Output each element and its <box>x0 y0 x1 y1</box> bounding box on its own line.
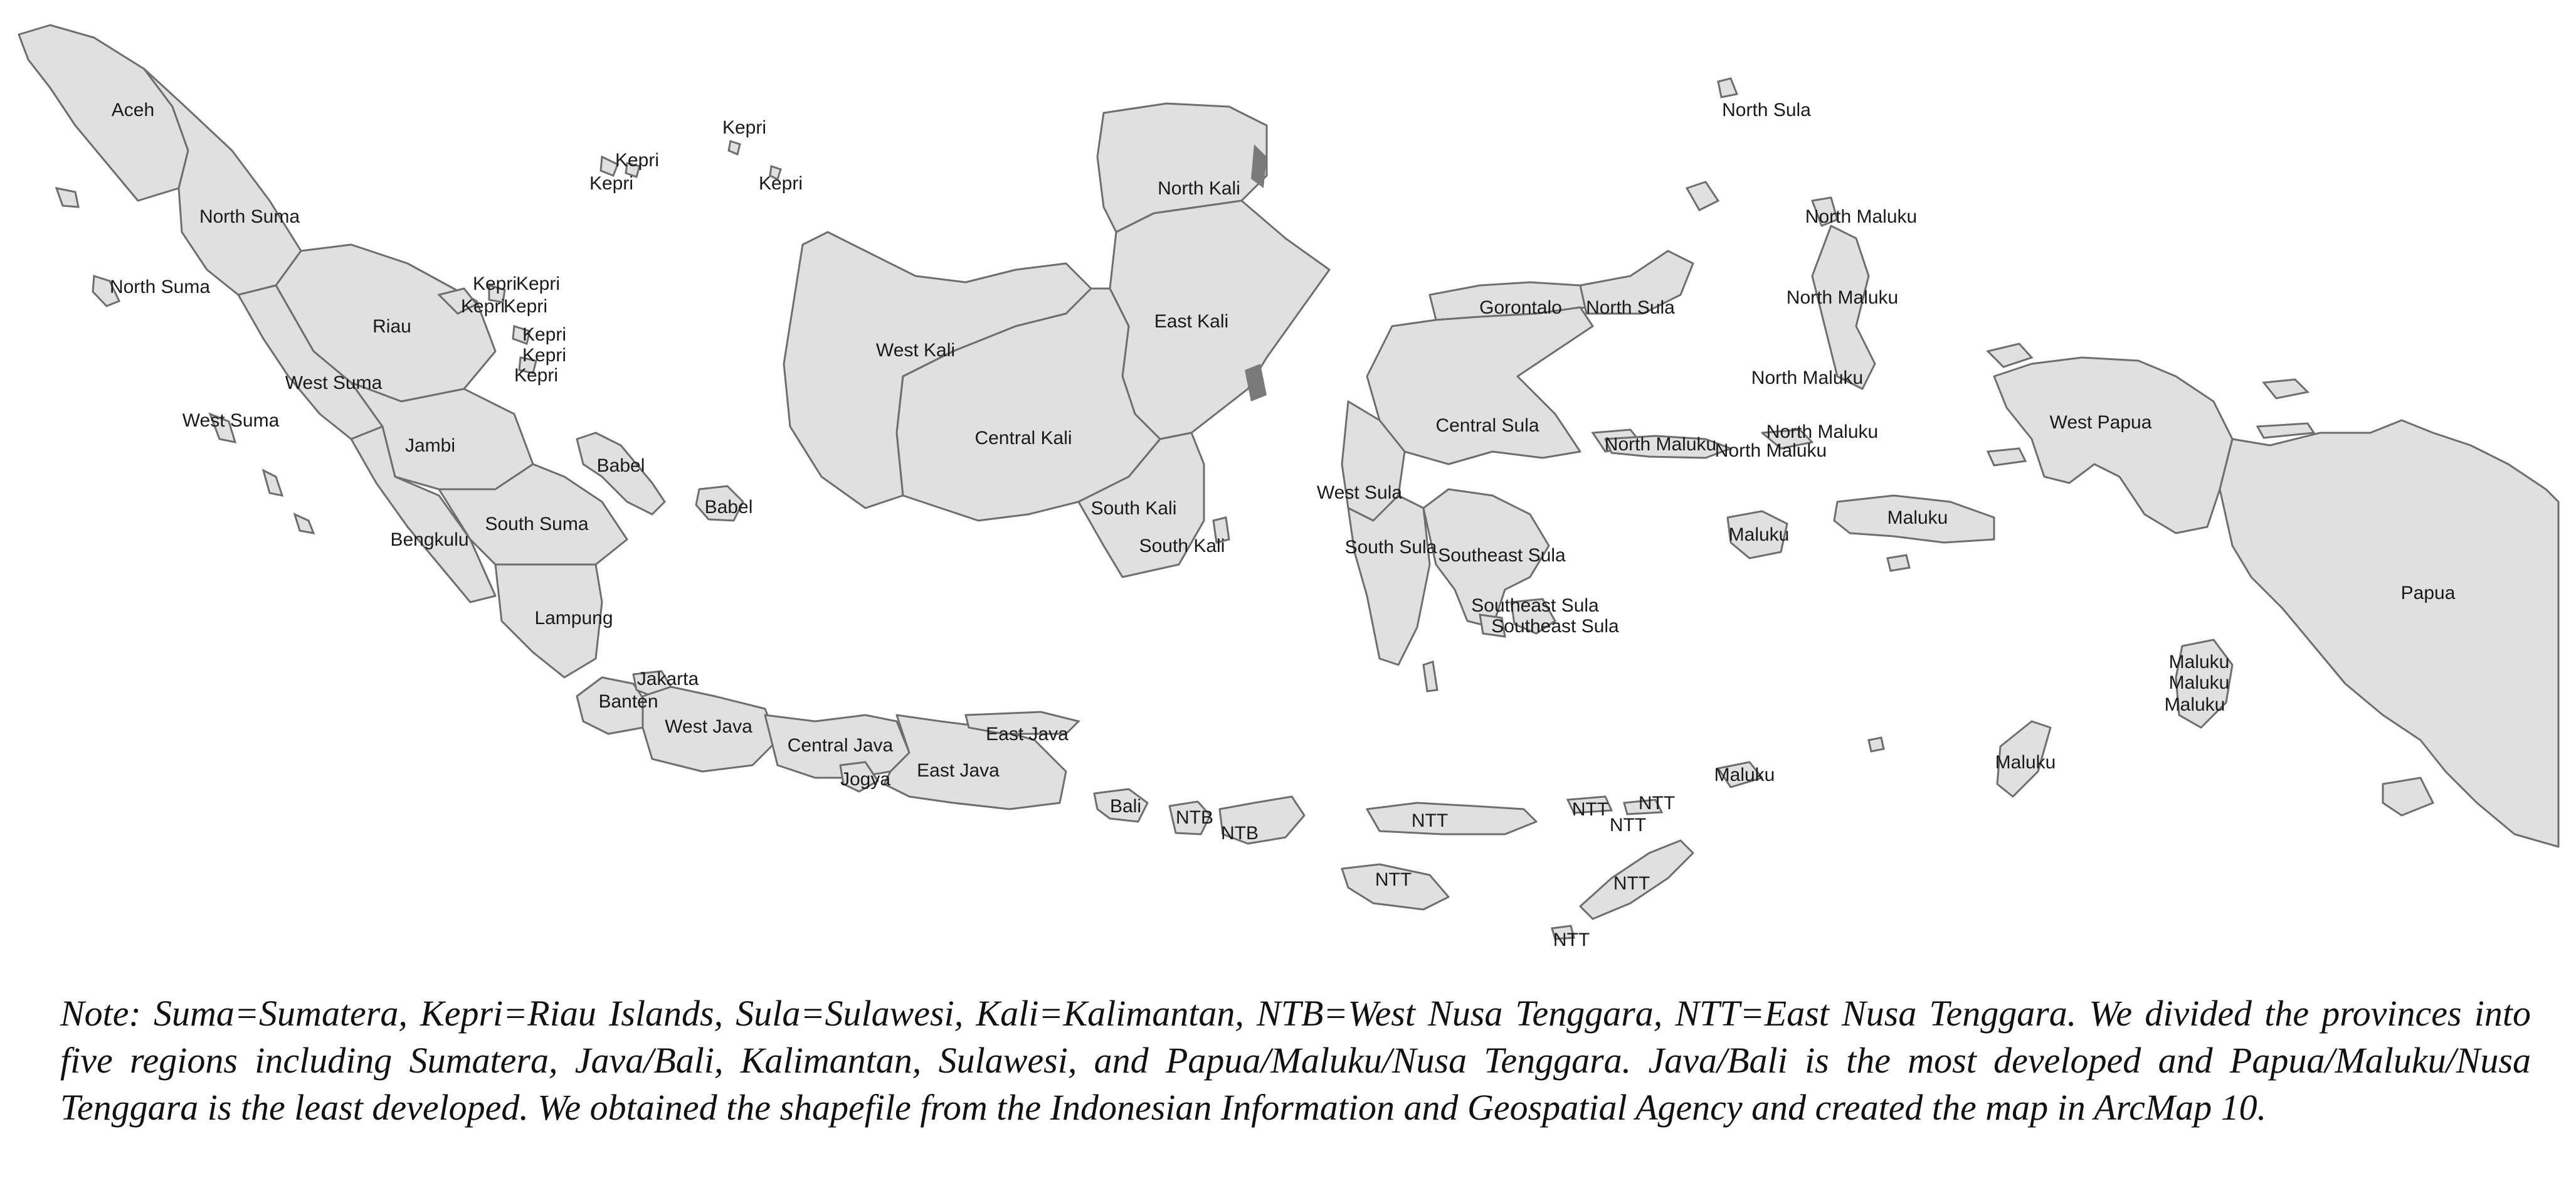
island-maluku-small-b <box>1869 738 1884 751</box>
island-mentawai-b <box>295 514 314 533</box>
label-ntt-east: NTT <box>1638 793 1676 814</box>
label-ntt-alor: NTT <box>1571 799 1609 820</box>
label-north-maluku-5: North Maluku <box>1604 434 1717 455</box>
label-north-maluku-1: North Maluku <box>1805 206 1918 227</box>
label-west-suma-mentawai: West Suma <box>182 410 280 431</box>
label-babel-belitung: Babel <box>704 497 753 517</box>
island-kepri-g <box>729 141 740 154</box>
province-west-papua <box>1994 358 2232 533</box>
label-kepri-4: Kepri <box>758 173 803 194</box>
label-maluku-buru: Maluku <box>1728 524 1790 545</box>
label-ntt-rote: NTT <box>1553 930 1590 950</box>
label-west-java: West Java <box>665 716 752 737</box>
label-ntb-sumbawa: NTB <box>1221 823 1259 844</box>
sumatera-region <box>19 25 781 677</box>
label-kepri-6: Kepri <box>515 273 561 294</box>
label-jakarta: Jakarta <box>636 669 699 689</box>
island-waigeo <box>1988 344 2032 367</box>
label-central-java: Central Java <box>787 735 894 756</box>
island-biak <box>2264 379 2308 398</box>
label-maluku-tanimbar: Maluku <box>1995 752 2056 773</box>
label-east-kali: East Kali <box>1154 311 1229 332</box>
label-maluku-seram: Maluku <box>1887 507 1948 528</box>
label-east-java-madura: East Java <box>986 724 1069 745</box>
label-north-maluku-3: North Maluku <box>1751 368 1864 388</box>
label-kepri-3: Kepri <box>589 173 634 194</box>
label-kepri-11: Kepri <box>514 365 559 386</box>
island-sangihe <box>1687 182 1718 210</box>
label-kepri-7: Kepri <box>460 296 505 317</box>
label-babel-bangka: Babel <box>596 455 645 476</box>
label-south-suma: South Suma <box>485 514 589 534</box>
label-kepri-9: Kepri <box>522 324 567 345</box>
label-south-kali-1: South Kali <box>1090 498 1177 519</box>
label-maluku-aru-2: Maluku <box>2168 672 2230 693</box>
label-north-kali: North Kali <box>1158 178 1240 199</box>
label-riau: Riau <box>372 316 411 337</box>
label-kepri-5: Kepri <box>472 273 517 294</box>
province-central-sula <box>1367 307 1593 464</box>
label-kepri-2: Kepri <box>615 150 660 171</box>
label-west-sula: West Sula <box>1316 482 1403 503</box>
label-papua: Papua <box>2400 583 2456 603</box>
label-central-kali: Central Kali <box>974 428 1072 448</box>
province-aceh <box>19 25 188 201</box>
label-south-kali-2: South Kali <box>1139 536 1225 556</box>
label-south-sula: South Sula <box>1344 537 1437 558</box>
label-gorontalo: Gorontalo <box>1479 297 1562 318</box>
island-misool <box>1988 448 2025 465</box>
label-ntt-timor: NTT <box>1613 873 1650 894</box>
label-jambi: Jambi <box>404 435 456 456</box>
island-talaud <box>1718 78 1737 97</box>
label-ntt-sumba: NTT <box>1375 869 1412 890</box>
label-ntb-lombok: NTB <box>1176 807 1213 828</box>
kalimantan-region <box>784 103 1329 577</box>
label-ntt-small: NTT <box>1609 815 1647 835</box>
mangrove-coast-east <box>1245 364 1267 401</box>
label-lampung: Lampung <box>534 608 613 628</box>
island-maluku-small-a <box>1887 555 1909 571</box>
label-kepri-1: Kepri <box>722 117 767 138</box>
label-jogya: Jogya <box>840 769 891 790</box>
label-southeast-sula-3: Southeast Sula <box>1491 616 1619 637</box>
island-selayar <box>1423 662 1437 691</box>
label-kepri-8: Kepri <box>503 296 548 317</box>
label-bali: Bali <box>1109 796 1142 817</box>
label-aceh: Aceh <box>111 100 155 120</box>
label-north-sula: North Sula <box>1586 297 1675 318</box>
label-maluku-aru-3: Maluku <box>2164 694 2225 715</box>
label-maluku-aru-1: Maluku <box>2168 652 2230 672</box>
island-simeulue <box>56 188 78 207</box>
label-southeast-sula-2: Southeast Sula <box>1471 595 1599 616</box>
province-ntt-flores <box>1367 803 1536 834</box>
label-kepri-10: Kepri <box>522 345 567 366</box>
label-west-papua: West Papua <box>2049 412 2152 433</box>
province-south-sula <box>1348 496 1430 665</box>
island-kolepom <box>2383 778 2433 815</box>
label-central-sula: Central Sula <box>1435 415 1539 436</box>
label-ntt-flores: NTT <box>1411 810 1449 831</box>
label-north-suma: North Suma <box>199 206 300 227</box>
label-north-sula-talaud: North Sula <box>1722 100 1811 120</box>
map-note-caption: Note: Suma=Sumatera, Kepri=Riau Islands, Sula=Sulawesi, Kali=Kalimantan, NTB=West Nusa Tenggara, NTT=East Nusa Tenggara. We divided the provinces into five regions including Sumatera, Java/Bali, Kalimantan, Sulawesi, and Papua/Maluku/Nusa Tenggara. Java/Bali is the most developed and Papua/Maluku/Nusa Tenggara is the least developed. We obtained the shapefile from the Indonesian Information and Geospatial Agency and created the map in ArcMap 10. <box>60 993 2531 1128</box>
label-north-maluku-2: North Maluku <box>1786 287 1899 308</box>
island-mentawai-a <box>263 470 282 496</box>
label-east-java: East Java <box>917 760 1000 781</box>
label-north-maluku-4: North Maluku <box>1766 422 1879 442</box>
label-north-maluku-6: North Maluku <box>1714 440 1827 461</box>
label-north-suma-nias: North Suma <box>109 277 211 297</box>
label-bengkulu: Bengkulu <box>390 529 469 550</box>
label-banten: Banten <box>598 691 658 712</box>
label-west-kali: West Kali <box>875 340 956 361</box>
label-southeast-sula-1: Southeast Sula <box>1438 545 1566 566</box>
label-maluku-wetar: Maluku <box>1714 765 1775 785</box>
label-west-suma: West Suma <box>285 373 383 393</box>
